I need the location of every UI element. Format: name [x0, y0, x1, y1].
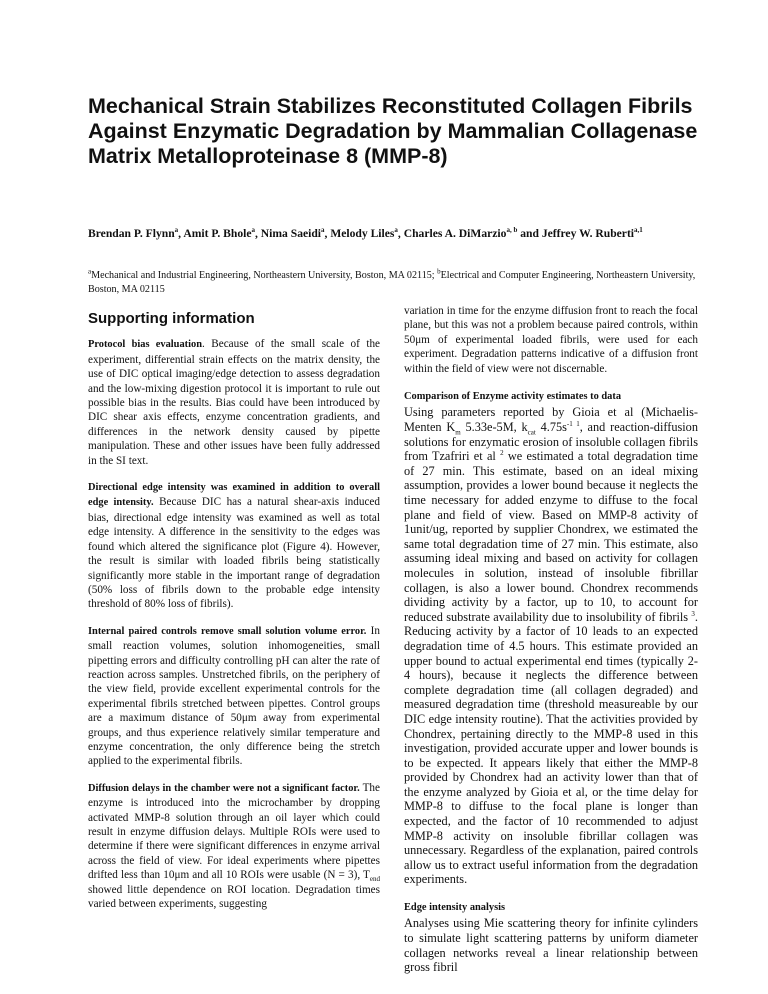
paragraph [404, 405, 698, 887]
author-name: , Melody Liles [324, 227, 395, 240]
left-column [88, 312, 380, 923]
author-name: and Jeffrey W. Ruberti [517, 227, 635, 240]
paragraph-lead: Diffusion delays in the chamber were not a significant factor. [88, 782, 360, 794]
author-affil-mark: a [321, 226, 325, 235]
paragraph-text: 4.75s [535, 420, 567, 435]
author-name: Brendan P. Flynn [88, 227, 175, 240]
paragraph-text: we estimated a total degradation time of 27 min. This estimate, based on an ideal mixing assumption, provides a lower bound because it neglects the time necessary for added enzyme to diffuse to the focal plane and field of view. Based on MMP-8 activity of 1unit/ug, reported by supplier Chondrex, we estimated the same total degradation time of 27 min. This estimate, also assuming ideal mixing and based on activity for collagen molecules in solution, instead of insoluble fibrillar collagen, is also a lower bound. Chondrex recommends dividing activity by a factor, up to 10, to account for reduced substrate availability due to insolubility of fibrils [404, 449, 698, 624]
affil-mark: b [437, 267, 441, 276]
paragraph [88, 480, 380, 612]
paragraph-text: showed little dependence on ROI location. Degradation times varied between experiments, suggesting [88, 883, 380, 911]
section-heading: Supporting information [88, 310, 255, 327]
paragraph [404, 916, 698, 974]
paragraph-lead: Protocol bias evaluation [88, 339, 202, 351]
paragraph-text: Analyses using Mie scattering theory for infinite cylinders to simulate light scattering patterns by uniform diameter collagen networks reveal a linear relationship between gross fibril [404, 916, 698, 975]
paragraph-text: 5.33e-5M, k [460, 420, 528, 435]
paragraph-text: , and reaction-diffusion solutions for enzymatic erosion of insoluble collagen fibrils from Tzafriri et al [404, 420, 698, 464]
citation-mark: 3 [691, 609, 695, 618]
affil-mark: a [88, 267, 92, 276]
subscript: end [369, 875, 380, 884]
paragraph [404, 304, 698, 376]
subsection-heading: Comparison of Enzyme activity estimates to data [404, 391, 622, 403]
paragraph-text: Because DIC has a natural shear-axis induced bias, directional edge intensity was examined as well as total edge intensity. A difference in the sensitivity to the edges was found which altered the significance plot (Figure 4). However, the result is similar with loaded fibrils being statistically significantly more stable in the important range of degradation (50% loss of fibrils down to the probable edge intensity threshold of 80% loss of fibrils). [88, 496, 380, 611]
superscript: -1 1 [566, 419, 580, 428]
subscript: cat [527, 428, 536, 437]
author-affil-mark: a [251, 226, 255, 235]
paragraph-text: The enzyme is introduced into the microchamber by dropping activated MMP-8 solution through an oil layer which could result in enzyme diffusion delays. Multiple ROIs were used to determine if there were significant differences in enzyme arrival across the field of view. For ideal experiments where pipettes drifted less than 10μm and all 10 ROIs were usable (N = 3), T [88, 781, 380, 882]
author-list [88, 225, 700, 242]
paragraph-lead: Internal paired controls remove small solution volume error. [88, 625, 367, 637]
author-name: , Amit P. Bhole [178, 227, 252, 240]
affil-text: Mechanical and Industrial Engineering, Northeastern University, Boston, MA 02115; [91, 270, 438, 281]
author-name: , Charles A. DiMarzio [397, 227, 507, 240]
author-affil-mark: a,1 [634, 226, 643, 235]
subscript: m [455, 428, 461, 437]
author-affil-mark: a, b [506, 226, 518, 235]
citation-mark: 2 [500, 449, 504, 458]
paragraph-text: In small reaction volumes, solution inhomogeneities, small pipetting errors and difficulty controlling pH can alter the rate of reaction across samples. Unstretched fibrils, on the periphery of the view field, provide excellent experimental controls for the experimental fibrils stretched between pipettes. Control groups are a maximum distance of 50μm away from experimental groups, and thus experience relatively similar temperature and enzyme concentration, the only difference being the stretch applied to the experimental fibrils. [88, 624, 380, 768]
paragraph [88, 781, 380, 912]
author-affil-mark: a [394, 226, 398, 235]
paragraph-text: Using parameters reported by Gioia et al (Michaelis-Menten K [404, 405, 698, 435]
affil-text: Electrical and Computer Engineering, Northeastern University, Boston, MA 02115 [88, 270, 696, 295]
paragraph-text: variation in time for the enzyme diffusion front to reach the focal plane, but this was not a problem because paired controls, within 50μm of experimental loaded fibrils, were used for each experiment. Degradation patterns indicative of a diffusion front within the field of view were not discernable. [404, 305, 698, 375]
paragraph-lead: Directional edge intensity was examined in addition to overall edge intensity. [88, 482, 380, 509]
author-name: , Nima Saeidi [255, 227, 322, 240]
paper-title: Mechanical Strain Stabilizes Reconstituted Collagen Fibrils Against Enzymatic Degradation by Mammalian Collagenase Matrix Metalloproteinase 8 (MMP-8) [88, 94, 698, 168]
right-column [404, 304, 698, 989]
author-affil-mark: a [174, 226, 179, 235]
subsection-heading: Edge intensity analysis [404, 902, 506, 914]
paragraph [88, 624, 380, 769]
paragraph [88, 337, 380, 468]
affiliations [88, 269, 700, 296]
paragraph-text: . Because of the small scale of the experiment, differential strain effects on the matrix density, the use of DIC optical imaging/edge detection to assess degradation and the low-mixing digestion protocol it is important to rule out possible bias in the results. Bias could have been introduced by DIC shear axis effects, enzyme concentration gradients, and differences in the network density caused by pipette manipulation. These and other issues have been fully addressed in the SI text. [88, 338, 381, 467]
paragraph-text: . Reducing activity by a factor of 10 leads to an expected degradation time of 4.5 hours. This estimate provided an upper bound to actual experimental end times (typically 2-4 hours), because it neglects the difference between complete degradation time (all collagen degraded) and measured degradation time (threshold measureable by our DIC edge intensity routine). That the activities provided by Chondrex, pertaining directly to the MMP-8 used in this investigation, provided accurate upper and lower bounds is to be expected. It appears likely that either the MMP-8 provided by Chondrex had an activity lower than that of the enzyme analyzed by Gioia et al, or the time delay for MMP-8 to diffuse to the focal plane is longer than expected, and the factor of 10 recommended to adjust MMP-8 activity on insoluble fibrillar collagen was unnecessary. Regardless of the explanation, paired controls allow us to extract useful information from the degradation experiments. [404, 609, 698, 887]
